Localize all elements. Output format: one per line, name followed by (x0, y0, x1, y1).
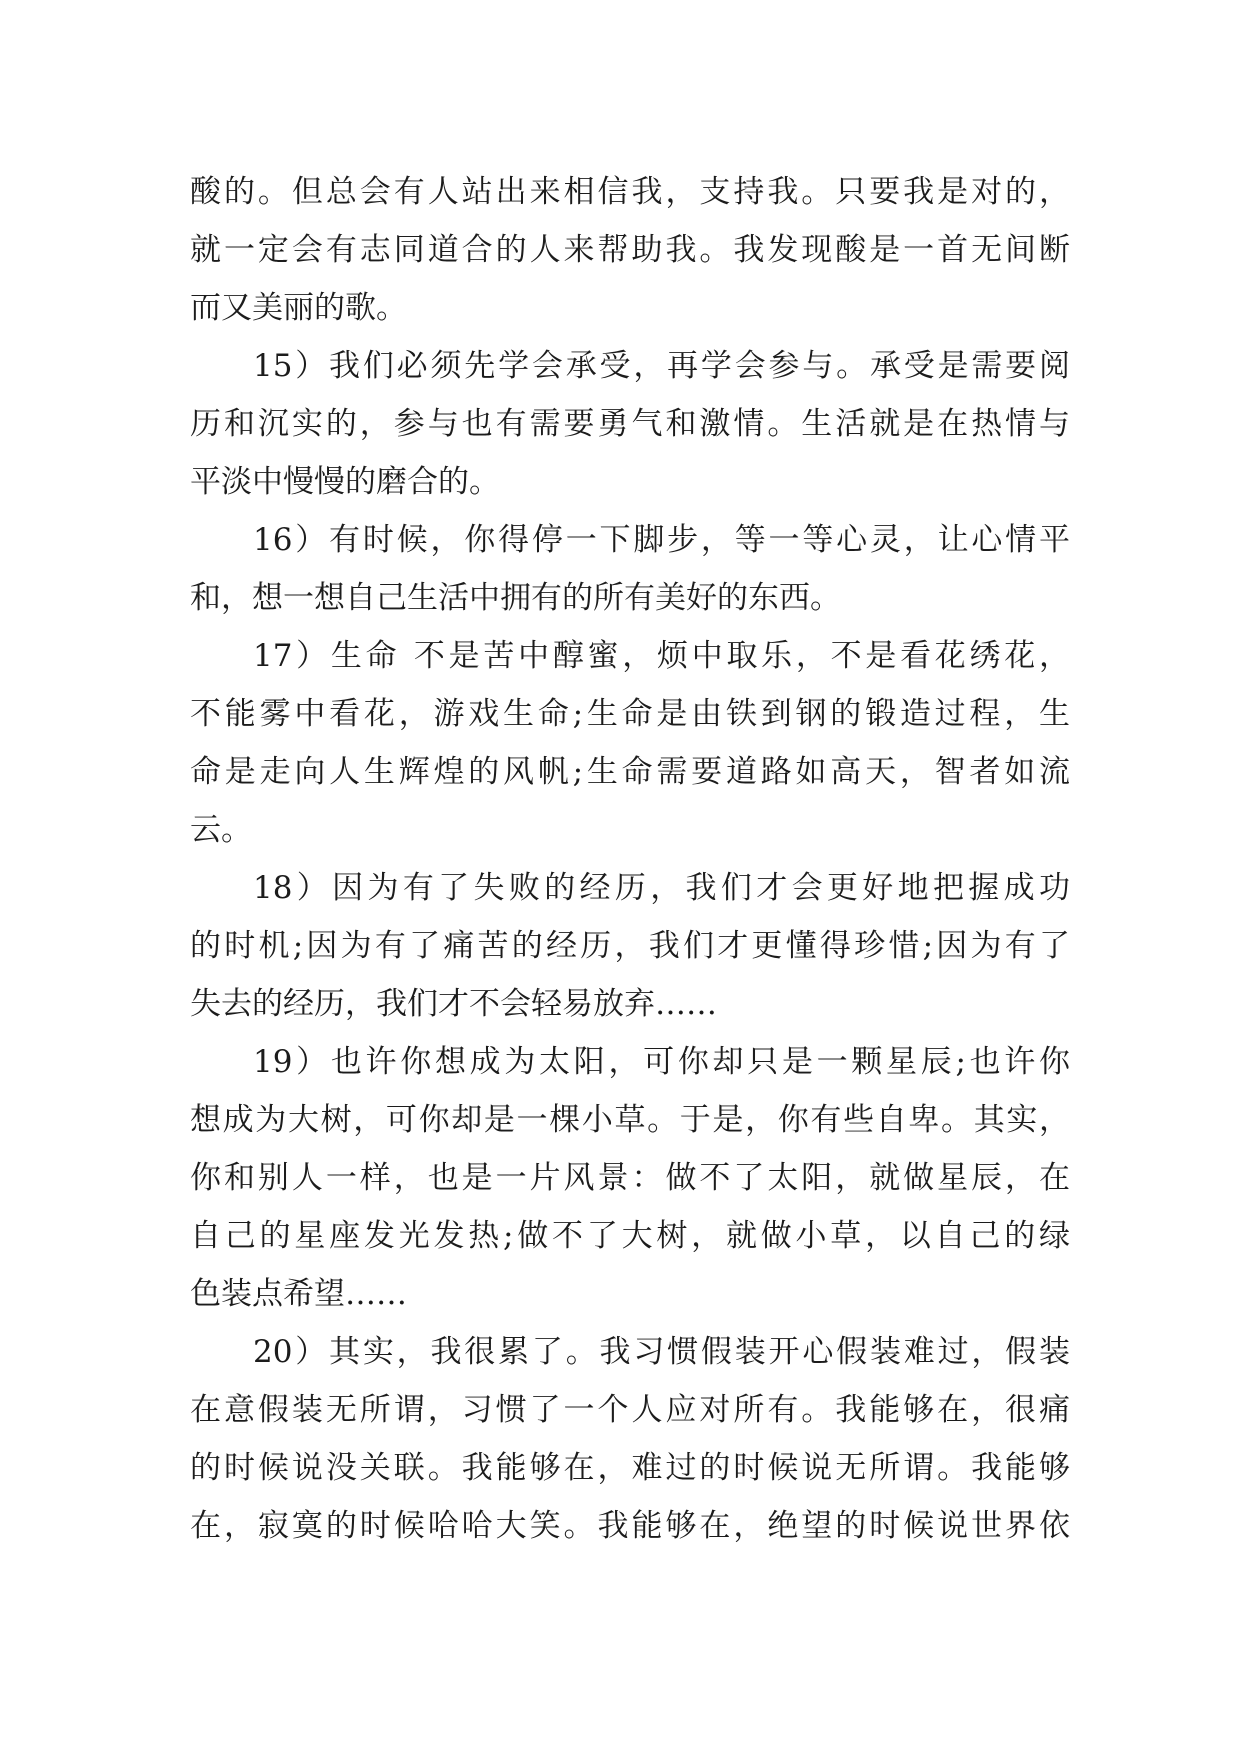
text-line: 酸的。但总会有人站出来相信我，支持我。只要我是对的， (190, 174, 1070, 210)
text-line: 历和沉实的，参与也有需要勇气和激情。生活就是在热情与 (190, 406, 1070, 442)
text-line: 19）也许你想成为太阳，可你却只是一颗星辰;也许你 (253, 1044, 1070, 1080)
text-line: 失去的经历，我们才不会轻易放弃…… (190, 986, 717, 1022)
text-line: 想成为大树，可你却是一棵小草。于是，你有些自卑。其实， (190, 1102, 1070, 1138)
text-line: 的时机;因为有了痛苦的经历，我们才更懂得珍惜;因为有了 (190, 928, 1070, 964)
text-line: 15）我们必须先学会承受，再学会参与。承受是需要阅 (253, 348, 1070, 384)
text-line: 18）因为有了失败的经历，我们才会更好地把握成功 (253, 870, 1070, 906)
text-line: 17）生命 不是苦中醇蜜，烦中取乐，不是看花绣花， (253, 638, 1070, 674)
text-line: 你和别人一样，也是一片风景：做不了太阳，就做星辰，在 (190, 1160, 1070, 1196)
text-line: 就一定会有志同道合的人来帮助我。我发现酸是一首无间断 (190, 232, 1070, 268)
text-line: 云。 (190, 812, 252, 848)
text-line: 20）其实，我很累了。我习惯假装开心假装难过，假装 (253, 1334, 1070, 1370)
text-line: 和，想一想自己生活中拥有的所有美好的东西。 (190, 580, 841, 616)
text-line: 在意假装无所谓，习惯了一个人应对所有。我能够在，很痛 (190, 1392, 1070, 1428)
text-line: 的时候说没关联。我能够在，难过的时候说无所谓。我能够 (190, 1450, 1070, 1486)
text-line: 自己的星座发光发热;做不了大树，就做小草，以自己的绿 (190, 1218, 1070, 1254)
text-line: 平淡中慢慢的磨合的。 (190, 464, 500, 500)
text-line: 不能雾中看花，游戏生命;生命是由铁到钢的锻造过程，生 (190, 696, 1070, 732)
text-line: 16）有时候，你得停一下脚步，等一等心灵，让心情平 (253, 522, 1070, 558)
text-line: 色装点希望…… (190, 1276, 407, 1312)
text-line: 而又美丽的歌。 (190, 290, 407, 326)
text-line: 在，寂寞的时候哈哈大笑。我能够在，绝望的时候说世界依 (190, 1508, 1070, 1544)
text-line: 命是走向人生辉煌的风帆;生命需要道路如高天，智者如流 (190, 754, 1070, 790)
